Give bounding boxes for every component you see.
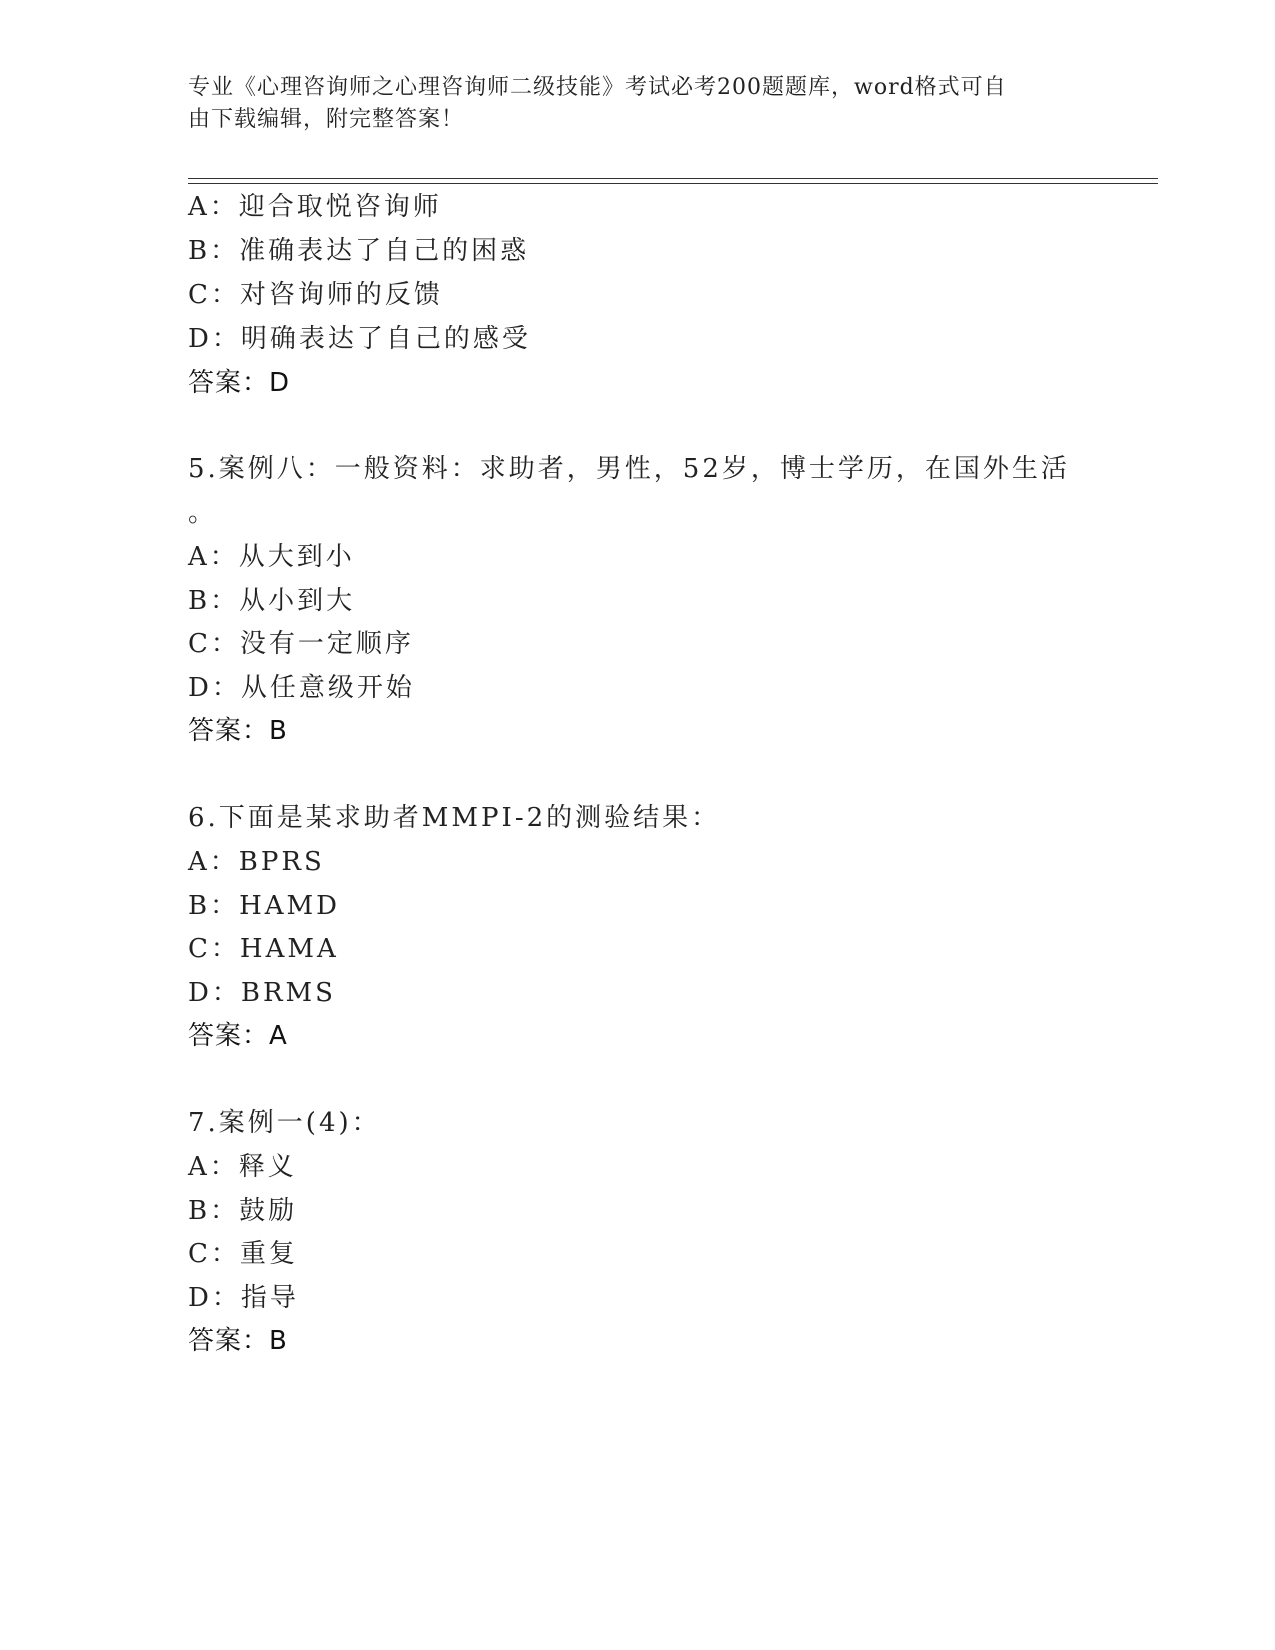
header-line-1: 专业《心理咨询师之心理咨询师二级技能》考试必考200题题库，word格式可自 xyxy=(188,75,1007,100)
q5-stem-continued: 。 xyxy=(188,498,218,528)
q6-option-c: C：HAMA xyxy=(188,934,339,964)
q5-stem: 5.案例八：一般资料：求助者，男性，52岁，博士学历，在国外生活 xyxy=(188,454,1070,484)
q6-stem: 6.下面是某求助者MMPI-2的测验结果： xyxy=(188,803,721,833)
q5-answer: 答案：B xyxy=(188,716,288,746)
q4-option-b: B：准确表达了自己的困惑 xyxy=(188,236,530,266)
q7-option-a: A：释义 xyxy=(188,1152,297,1182)
q7-option-c: C：重复 xyxy=(188,1239,298,1269)
q5-option-b: B：从小到大 xyxy=(188,586,356,616)
q7-option-d: D：指导 xyxy=(188,1283,299,1313)
q4-option-a: A：迎合取悦咨询师 xyxy=(188,192,442,222)
header-divider-bottom xyxy=(188,183,1158,184)
q7-answer: 答案：B xyxy=(188,1326,288,1356)
q5-option-c: C：没有一定顺序 xyxy=(188,629,414,659)
q7-stem: 7.案例一(4)： xyxy=(188,1108,381,1138)
q4-answer: 答案：D xyxy=(188,368,291,398)
q6-answer: 答案：A xyxy=(188,1021,288,1051)
q6-option-a: A：BPRS xyxy=(188,847,325,877)
document-header xyxy=(188,72,1068,136)
q5-option-a: A：从大到小 xyxy=(188,542,355,572)
q7-option-b: B：鼓励 xyxy=(188,1196,298,1226)
q4-option-d: D：明确表达了自己的感受 xyxy=(188,324,531,354)
q6-option-b: B：HAMD xyxy=(188,891,341,921)
header-divider-top xyxy=(188,178,1158,179)
q6-option-d: D：BRMS xyxy=(188,978,336,1008)
header-line-2: 由下载编辑，附完整答案！ xyxy=(188,107,465,132)
q5-option-d: D：从任意级开始 xyxy=(188,673,415,703)
q4-option-c: C：对咨询师的反馈 xyxy=(188,280,443,310)
